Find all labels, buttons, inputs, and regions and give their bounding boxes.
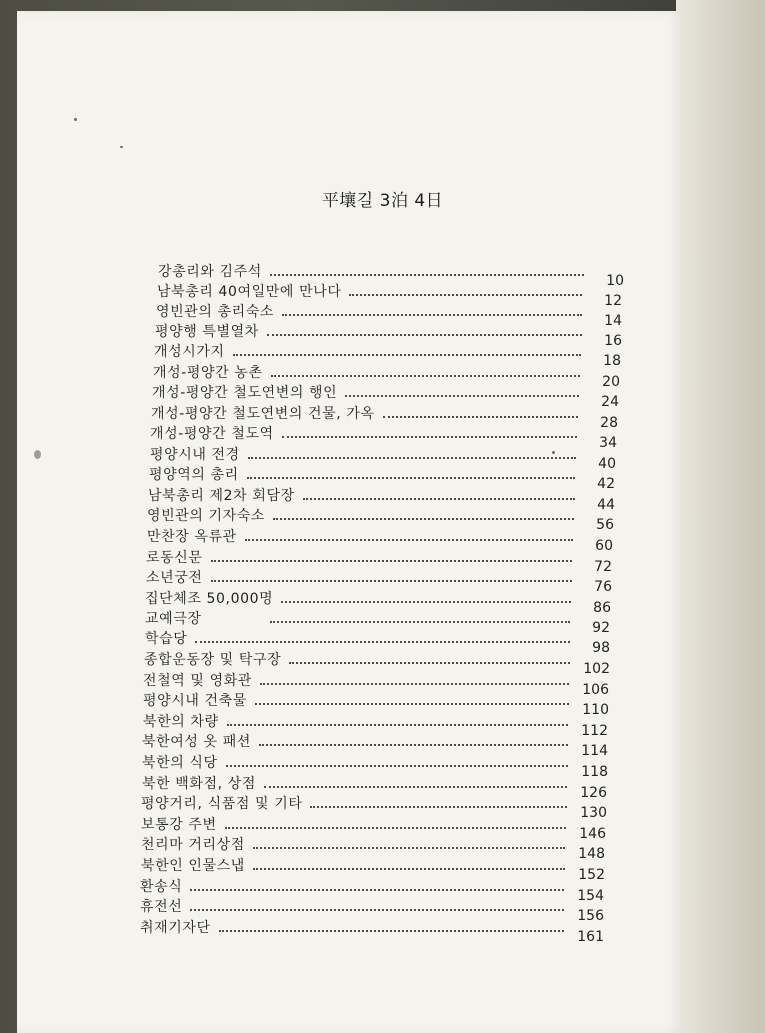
toc-entry [148, 483, 615, 513]
toc-entry [151, 401, 618, 431]
toc-entry-label: 만찬장 옥류관 [147, 529, 237, 545]
toc-entry [143, 668, 609, 698]
toc-entry-page-number: 76 [594, 579, 612, 595]
dot-leader [267, 333, 582, 336]
dot-leader [248, 456, 576, 459]
toc-entry [145, 626, 610, 656]
toc-entry [146, 545, 612, 575]
dot-leader [270, 620, 571, 623]
toc-entry-page-number: 92 [592, 620, 610, 636]
dot-leader [225, 826, 566, 829]
toc-entry-label: 개성-평양간 철도연변의 행인 [152, 385, 338, 401]
toc-entry-label: 평양거리, 식품점 및 기타 [141, 796, 303, 812]
toc-entry-label: 평양시내 건축물 [143, 693, 247, 709]
dot-leader [247, 476, 575, 479]
dot-leader [190, 908, 564, 911]
dot-leader [227, 723, 568, 726]
dot-leader [273, 517, 574, 520]
toc-entry [150, 442, 616, 472]
toc-entry-label: 강총리와 김주석 [158, 264, 262, 280]
toc-entry-page-number: 146 [579, 826, 606, 842]
toc-entry-label: 교예극장 [145, 611, 202, 627]
dot-leader [349, 293, 582, 296]
toc-entry-label: 개성-평양간 농촌 [153, 365, 263, 381]
dot-leader [383, 415, 578, 418]
toc-entry-label: 학습당 [145, 631, 188, 647]
toc-entry-label: 소년궁전 [146, 570, 203, 586]
dot-leader [226, 764, 568, 767]
toc-entry-page-number: 16 [604, 333, 622, 349]
dot-leader [345, 394, 579, 397]
toc-entry-page-number: 148 [578, 846, 605, 862]
toc-entry [140, 874, 604, 904]
toc-entry [143, 709, 608, 739]
toc-entry-label: 휴전선 [140, 899, 183, 915]
toc-entry-page-number: 110 [582, 702, 609, 718]
dot-leader [270, 273, 584, 276]
toc-entry [154, 339, 621, 369]
toc-entry-page-number: 118 [581, 764, 608, 780]
toc-entry [145, 586, 611, 616]
toc-entry-label: 영빈관의 총리숙소 [156, 304, 275, 320]
toc-entry-page-number: 34 [599, 435, 617, 451]
toc-entry [153, 360, 620, 390]
toc-entry-page-number: 161 [577, 929, 604, 945]
dot-leader [271, 374, 580, 377]
toc-entry [155, 319, 622, 349]
toc-entry [157, 279, 622, 309]
toc-entry-page-number: 44 [597, 497, 615, 513]
toc-entry [149, 462, 615, 492]
toc-entry-label: 천리마 거리상점 [141, 837, 245, 853]
toc-entry [142, 771, 607, 801]
toc-entry-label: 북한인 인물스냅 [141, 858, 245, 874]
dot-leader [282, 313, 582, 316]
toc-entry-label: 집단체조 50,000명 [145, 591, 274, 607]
toc-entry-page-number: 20 [602, 374, 620, 390]
toc-entry-label: 영빈관의 기자숙소 [147, 508, 266, 524]
dot-leader [211, 559, 573, 562]
toc-entry-label: 환송식 [140, 879, 183, 895]
dot-leader [195, 640, 570, 643]
toc-entry-page-number: 10 [606, 273, 624, 289]
toc-entry-page-number: 102 [583, 661, 610, 677]
dot-leader [281, 600, 571, 603]
toc-entry [156, 299, 622, 329]
toc-entry-page-number: 72 [594, 559, 612, 575]
toc-entry-label: 평양시내 전경 [150, 447, 240, 463]
toc-entry [150, 421, 617, 451]
toc-entry [145, 606, 610, 636]
toc-entry-label: 북한의 차량 [143, 714, 219, 730]
toc-entry-label: 남북총리 제2차 회담장 [148, 488, 295, 504]
dot-leader [233, 353, 581, 356]
dot-leader [282, 435, 577, 438]
dot-leader [264, 785, 567, 788]
toc-entry [142, 750, 608, 780]
dot-leader [255, 702, 569, 705]
toc-entry-label: 평양행 특별열차 [155, 324, 259, 340]
toc-entry [142, 729, 608, 759]
toc-entry-page-number: 156 [577, 908, 604, 924]
toc-entry-page-number: 112 [581, 723, 608, 739]
dot-leader [310, 805, 567, 808]
dot-leader [190, 888, 564, 891]
toc-entry-page-number: 24 [601, 394, 619, 410]
dot-leader [289, 661, 570, 664]
toc-entry-page-number: 40 [598, 456, 616, 472]
toc-entry-label: 개성-평양간 철도연변의 건물, 가옥 [151, 406, 375, 422]
toc-entry-page-number: 106 [582, 682, 609, 698]
toc-entry-label: 북한의 식당 [142, 755, 218, 771]
toc-entry [140, 915, 604, 945]
toc-entry-page-number: 42 [597, 476, 615, 492]
dot-leader [253, 867, 565, 870]
toc-entry-label: 전철역 및 영화관 [143, 673, 252, 689]
toc-entry-label: 취재기자단 [140, 920, 211, 936]
toc-entry [143, 688, 609, 718]
toc-entry-page-number: 114 [581, 743, 608, 759]
toc-entry [152, 380, 619, 410]
toc-entry [147, 524, 613, 554]
toc-entry-page-number: 60 [595, 538, 613, 554]
toc-entry [158, 259, 624, 289]
dot-leader [260, 682, 569, 685]
toc-entry-label: 종합운동장 및 탁구장 [144, 652, 282, 668]
toc-entry-page-number: 130 [580, 805, 607, 821]
toc-entry [141, 853, 605, 883]
toc-entry-page-number: 86 [593, 600, 611, 616]
toc-entry-label: 북한 백화점, 상점 [142, 776, 257, 792]
toc-entry [141, 812, 606, 842]
toc-entry-page-number: 98 [592, 640, 610, 656]
toc-entry [141, 791, 607, 821]
toc-entry-page-number: 18 [603, 353, 621, 369]
dot-leader [303, 497, 575, 500]
dot-leader [259, 743, 568, 746]
toc-entry [144, 647, 610, 677]
toc-entry-label: 평양역의 총리 [149, 467, 239, 483]
dot-leader [245, 538, 573, 541]
toc-entry-page-number: 28 [600, 415, 618, 431]
toc-entry-label: 북한여성 옷 패션 [142, 734, 251, 750]
toc-entry-label: 개성-평양간 철도역 [150, 426, 274, 442]
dot-leader [219, 929, 564, 932]
toc-entry-page-number: 14 [604, 313, 622, 329]
toc-entry-label: 로동신문 [146, 550, 203, 566]
toc-entry-page-number: 152 [578, 867, 605, 883]
toc-entry [141, 832, 605, 862]
toc-entry [146, 565, 612, 595]
toc-entry-page-number: 126 [580, 785, 607, 801]
toc-entry [147, 503, 614, 533]
toc-entry-label: 남북총리 40여일만에 만나다 [157, 284, 342, 300]
toc-entry-page-number: 154 [577, 888, 604, 904]
page-title: 平壤길 3泊 4日 [321, 191, 444, 211]
dot-leader [253, 846, 565, 849]
dot-leader [211, 579, 573, 582]
toc-entry-page-number: 12 [604, 293, 622, 309]
toc-entry-page-number: 56 [596, 517, 614, 533]
toc-entry-label: 개성시가지 [154, 344, 225, 360]
toc-entry-label: 보통강 주변 [141, 817, 217, 833]
toc-entry [140, 894, 604, 924]
